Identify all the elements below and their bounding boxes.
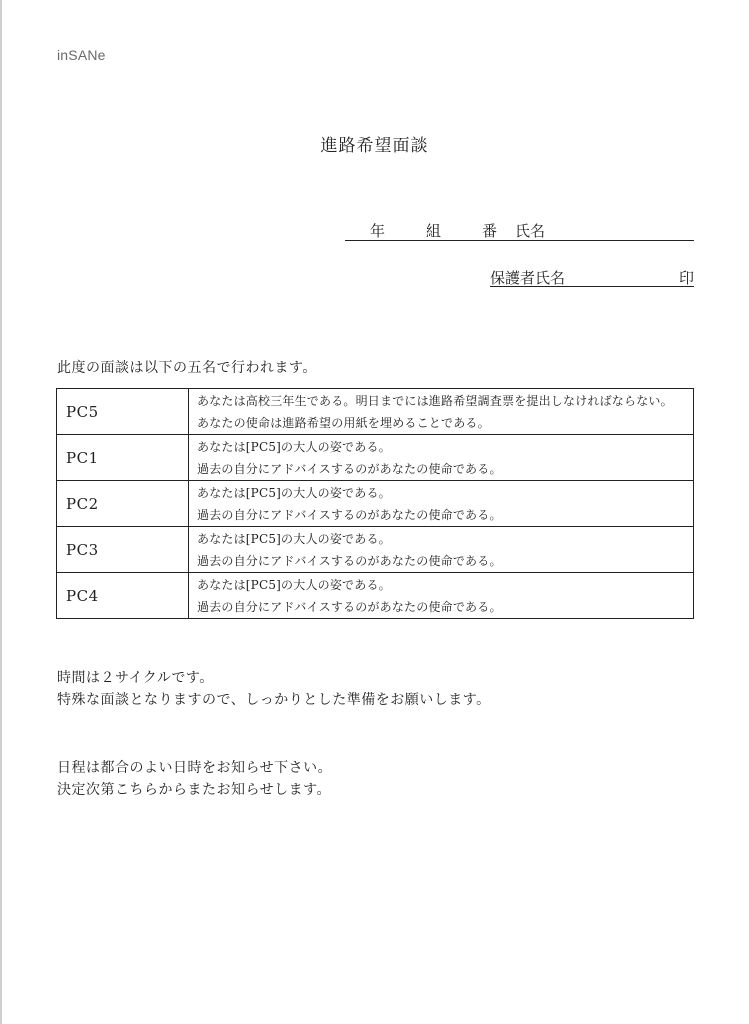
table-row (57, 481, 694, 527)
pc-cell: PC3 (57, 527, 189, 573)
pc-cell: PC2 (57, 481, 189, 527)
description-line: あなたの使命は進路希望の用紙を埋めることである。 (197, 415, 490, 430)
table-row (57, 573, 694, 619)
pc-cell: PC5 (57, 389, 189, 435)
description-line: あなたは[PC5]の大人の姿である。 (197, 531, 391, 546)
intro-text: 此度の面談は以下の五名で行われます。 (57, 360, 317, 376)
description-line: あなたは[PC5]の大人の姿である。 (197, 439, 391, 454)
page-title: 進路希望面談 (320, 136, 429, 156)
pc-cell: PC4 (57, 573, 189, 619)
guardian-label: 保護者氏名 (490, 269, 566, 287)
time-note-line: 特殊な面談となりますので、しっかりとした準備をお願いします。 (57, 692, 491, 708)
time-note-line: 時間は２サイクルです。 (57, 670, 214, 686)
schedule-note-line: 日程は都合のよい日時をお知らせ下さい。 (57, 760, 333, 776)
name-label: 氏名 (515, 222, 546, 240)
number-label: 番 (482, 222, 498, 240)
description-line: あなたは高校三年生である。明日までには進路希望調査票を提出しなければならない。 (197, 393, 673, 408)
description-cell (189, 389, 694, 435)
description-line: 過去の自分にアドバイスするのがあなたの使命である。 (197, 553, 502, 568)
guardian-name-line (490, 267, 694, 287)
description-line: 過去の自分にアドバイスするのがあなたの使命である。 (197, 507, 502, 522)
table-row (57, 389, 694, 435)
year-label: 年 (370, 222, 386, 240)
description-cell (189, 527, 694, 573)
description-cell (189, 573, 694, 619)
schedule-note-line: 決定次第こちらからまたお知らせします。 (57, 782, 331, 798)
pc-cell: PC1 (57, 435, 189, 481)
table-row (57, 435, 694, 481)
brand-label: inSANe (57, 47, 106, 63)
description-line: あなたは[PC5]の大人の姿である。 (197, 577, 391, 592)
table-row (57, 527, 694, 573)
seal-label: 印 (678, 269, 694, 287)
roles-table (56, 388, 694, 619)
description-cell (189, 435, 694, 481)
description-cell (189, 481, 694, 527)
description-line: 過去の自分にアドバイスするのがあなたの使命である。 (197, 461, 502, 476)
class-label: 組 (426, 222, 442, 240)
time-note (57, 667, 491, 711)
description-line: あなたは[PC5]の大人の姿である。 (197, 485, 391, 500)
student-name-line (345, 220, 694, 241)
description-line: 過去の自分にアドバイスするのがあなたの使命である。 (197, 599, 502, 614)
schedule-note (57, 757, 332, 801)
